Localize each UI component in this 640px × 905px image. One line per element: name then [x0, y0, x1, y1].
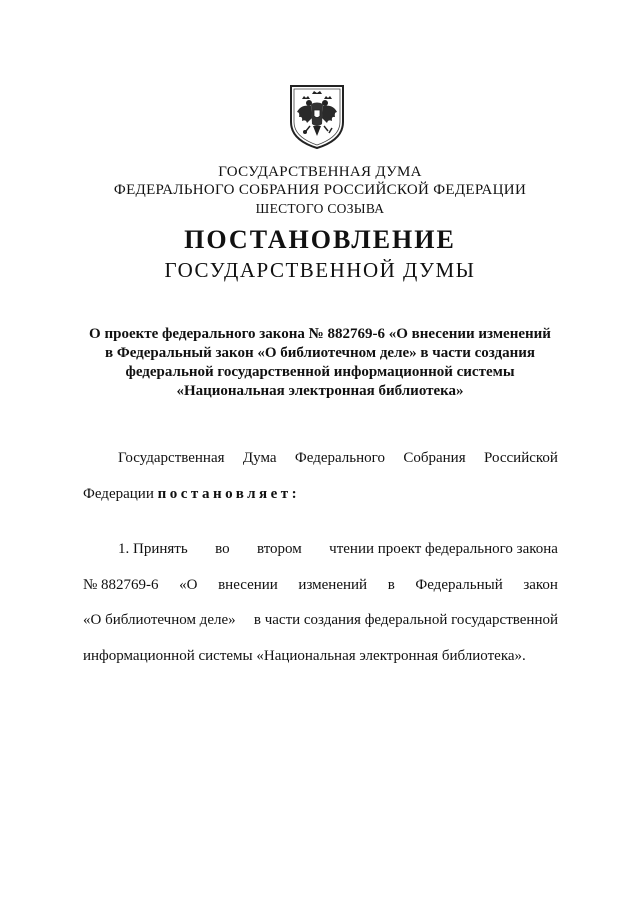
item1-line-3 — [83, 612, 558, 629]
document-title: ПОСТАНОВЛЕНИЕ — [184, 225, 456, 254]
item-word: 1. Принять — [118, 541, 188, 557]
decree-word: постановляет: — [157, 486, 301, 502]
item1-line-2 — [83, 577, 558, 594]
org-name-line-1: ГОСУДАРСТВЕННАЯ ДУМА — [218, 164, 422, 180]
preamble-word: Федерального — [294, 450, 385, 466]
preamble-word: Собрания — [403, 450, 466, 466]
item-word: закон — [523, 577, 558, 593]
preamble-line-2 — [83, 486, 558, 503]
item-word: «О — [179, 577, 198, 593]
preamble-line-1 — [118, 450, 558, 467]
item-word: Федеральный — [415, 577, 503, 593]
item-word: чтении проект федерального закона — [329, 541, 558, 557]
item-word: внесении — [218, 577, 278, 593]
item1-line-4: информационной системы «Национальная электронная библиотека». — [83, 648, 526, 664]
item-word: № 882769-6 — [83, 577, 159, 593]
preamble-word: Российской — [484, 450, 558, 466]
subject-line: О проекте федерального закона № 882769-6 «О внесении изменений — [89, 326, 551, 342]
subject-line: в Федеральный закон «О библиотечном деле» в части создания — [104, 345, 536, 361]
item-word: во — [215, 541, 230, 557]
item-word: в — [387, 577, 395, 593]
preamble-word: Дума — [242, 450, 277, 466]
preamble-text: Федерации — [83, 486, 158, 502]
org-name-line-2: ФЕДЕРАЛЬНОГО СОБРАНИЯ РОССИЙСКОЙ ФЕДЕРАЦИИ — [113, 182, 527, 198]
subject-line: федеральной государственной информационной системы — [125, 364, 515, 380]
item-word: в части создания федеральной государственной — [253, 612, 558, 628]
preamble-word: Государственная — [118, 450, 225, 466]
document-subtitle: ГОСУДАРСТВЕННОЙ ДУМЫ — [164, 258, 476, 282]
item-word: втором — [256, 541, 302, 557]
item1-line-1 — [118, 541, 558, 558]
subject-line: «Национальная электронная библиотека» — [176, 383, 464, 399]
item-word: изменений — [298, 577, 368, 593]
item-word: «О библиотечном деле» — [83, 612, 236, 628]
document-subject — [60, 325, 580, 401]
coat-of-arms-icon — [285, 82, 349, 150]
convocation-line: ШЕСТОГО СОЗЫВА — [255, 201, 385, 216]
